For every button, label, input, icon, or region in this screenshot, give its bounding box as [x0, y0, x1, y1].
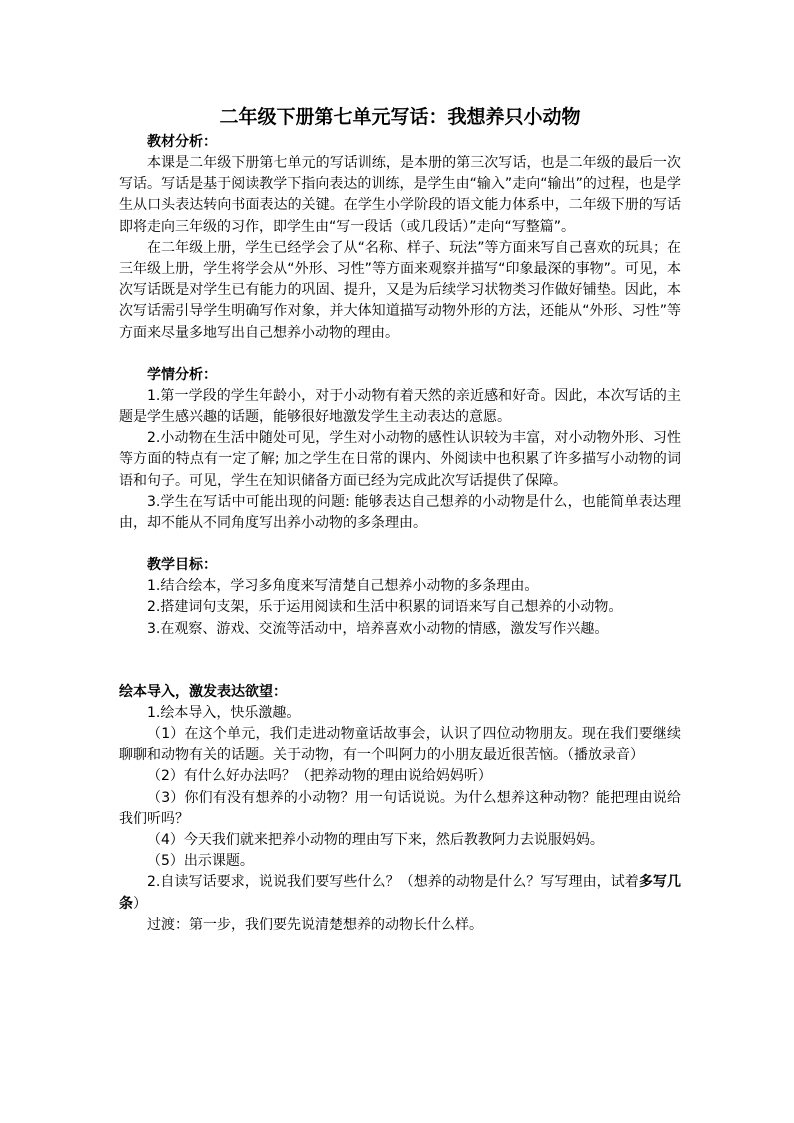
learner-analysis-item-2: 2.小动物在生活中随处可见，学生对小动物的感性认识较为丰富，对小动物外形、习性等方面的特点有一定了解; 加之学生在日常的课内、外阅读中也积累了许多描写小动物的词语和句子。可见，学生在知识储备方面已经为完成此次写话提供了保障。	[119, 430, 681, 489]
learner-analysis-heading: 学情分析：	[147, 366, 217, 383]
intro-line-3: （2）有什么好办法吗？（把养动物的理由说给妈妈听）	[147, 768, 492, 785]
intro-line-1: 1.绘本导入，快乐激趣。	[147, 704, 301, 721]
intro-line-5: （4）今天我们就来把养小动物的理由写下来，然后教教阿力去说服妈妈。	[147, 832, 604, 849]
intro-line-2: （1）在这个单元，我们走进动物童话故事会，认识了四位动物朋友。现在我们要继续聊聊和动物有关的话题。关于动物，有一个叫阿力的小朋友最近很苦恼。（播放录音）	[119, 726, 681, 764]
textbook-analysis-paragraph-2: 在二年级上册，学生已经学会了从“名称、样子、玩法”等方面来写自己喜欢的玩具；在三年级上册，学生将学会从“外形、习性”等方面来观察并描写“印象最深的事物”。可见，本次写话既是对学生已有能力的巩固、提升，又是为后续学习状物类习作做好铺垫。因此，本次写话需引导学生明确写作对象，并大体知道描写动物外形的方法，还能从“外形、习性”等方面来尽量多地写出自己想养小动物的理由。	[119, 239, 681, 341]
teaching-goal-2: 2.搭建词句支架，乐于运用阅读和生活中积累的词语来写自己想养的小动物。	[147, 599, 623, 616]
requirement-bold-text: 多写几条	[119, 874, 682, 912]
learner-analysis-item-1: 1.第一学段的学生年龄小，对于小动物有着天然的亲近感和好奇。因此，本次写话的主题是学生感兴趣的话题，能够很好地激发学生主动表达的意愿。	[119, 387, 681, 426]
document-page	[119, 104, 681, 936]
intro-section-heading: 绘本导入，激发表达欲望：	[119, 683, 287, 700]
teaching-goal-3: 3.在观察、游戏、交流等活动中，培养喜欢小动物的情感，激发写作兴趣。	[147, 620, 609, 637]
learner-analysis-item-3: 3.学生在写话中可能出现的问题: 能够表达自己想养的小动物是什么，也能简单表达理由，却不能从不同角度写出养小动物的多条理由。	[119, 493, 681, 532]
intro-line-4: （3）你们有没有想养的小动物？用一句话说说。为什么想养这种动物？能把理由说给我们听吗？	[119, 789, 681, 827]
intro-line-6: （5）出示课题。	[147, 853, 254, 870]
teaching-goals-heading: 教学目标：	[147, 557, 217, 574]
textbook-analysis-heading: 教材分析：	[147, 134, 217, 150]
textbook-analysis-paragraph-1: 本课是二年级下册第七单元的写话训练，是本册的第三次写话，也是二年级的最后一次写话。写话是基于阅读教学下指向表达的训练，是学生由“输入”走向“输出”的过程，也是学生从口头表达转向书面表达的关键。在学生小学阶段的语文能力体系中，二年级下册的写话即将走向三年级的习作，即学生由“写一段话（或几段话）”走向“写整篇”。	[119, 155, 681, 235]
document-title: 二年级下册第七单元写话：我想养只小动物	[219, 106, 581, 128]
transition-line: 过渡：第一步，我们要先说清楚想养的动物长什么样。	[147, 916, 483, 933]
reading-requirement-line	[119, 872, 681, 914]
requirement-text: 2.自读写话要求，说说我们要写些什么？（想养的动物是什么？写写理由，试着	[147, 874, 639, 891]
teaching-goal-1: 1.结合绘本，学习多角度来写清楚自己想养小动物的多条理由。	[147, 578, 539, 595]
requirement-end: ）	[133, 895, 147, 912]
